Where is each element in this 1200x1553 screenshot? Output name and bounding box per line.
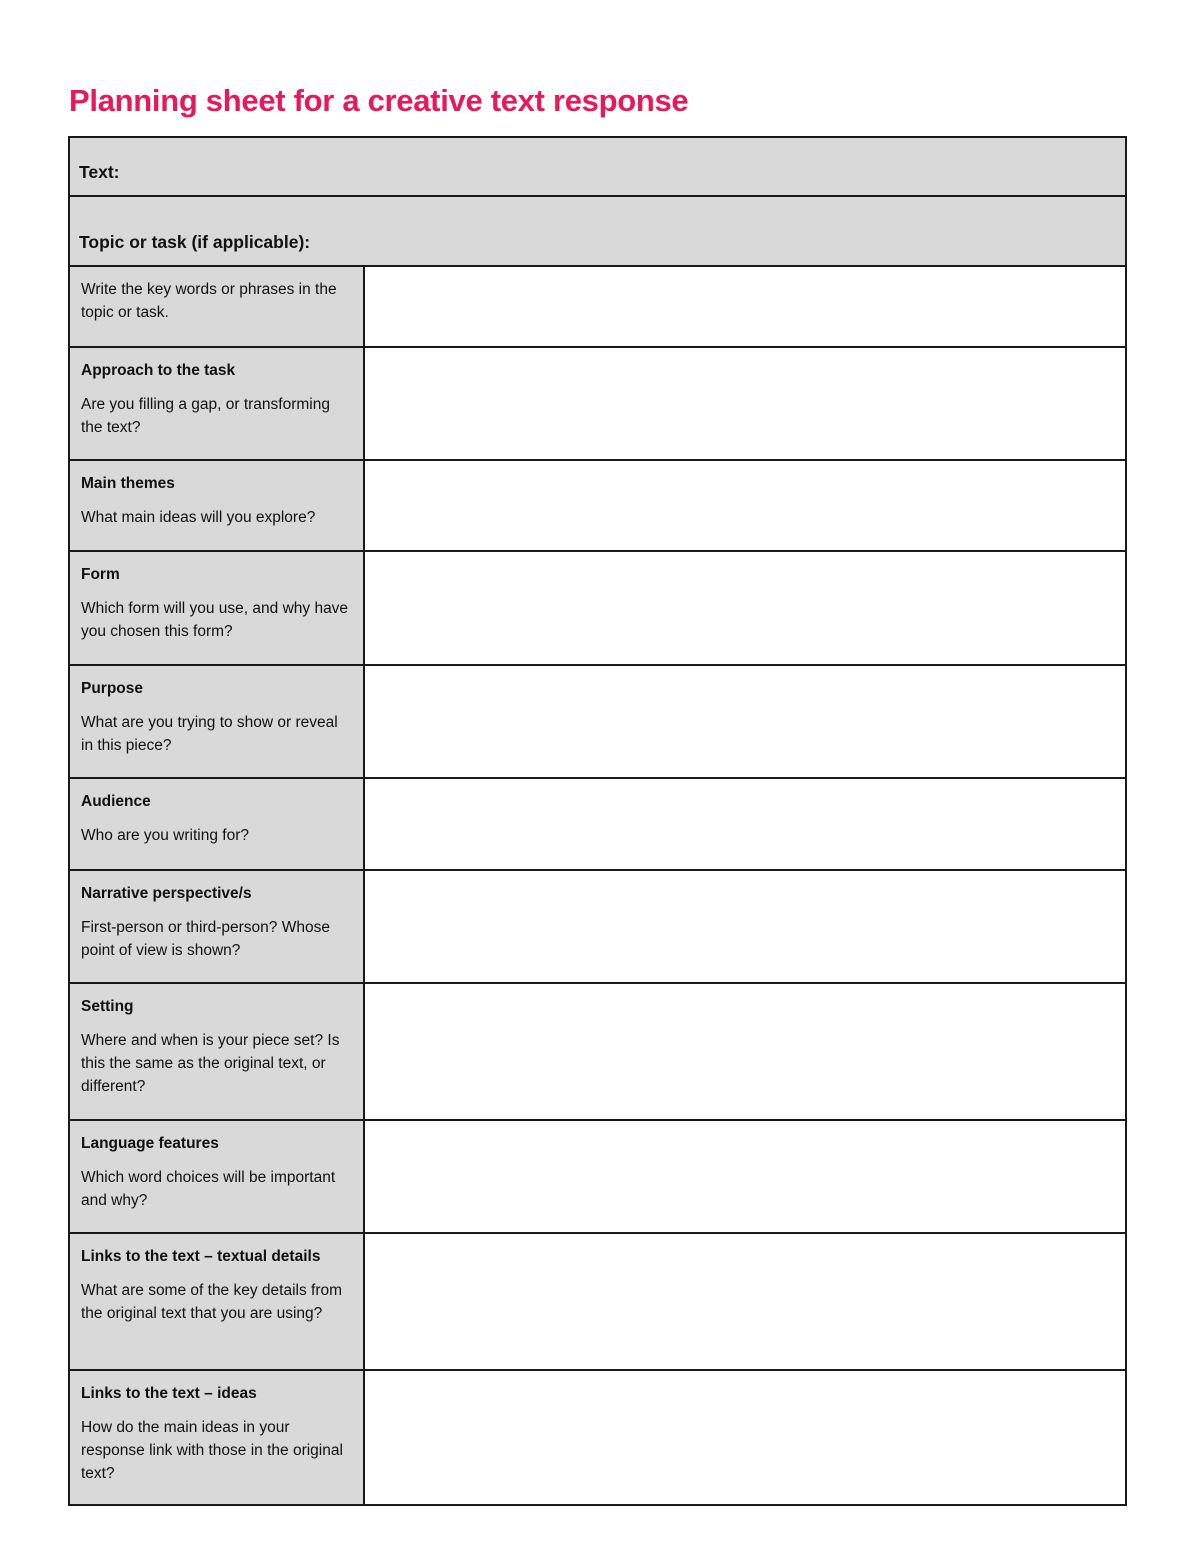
answer-cell-form[interactable] <box>365 552 1125 664</box>
row-heading: Narrative perspective/s <box>81 885 252 902</box>
answer-cell-language-features[interactable] <box>365 1121 1125 1232</box>
answer-cell-narrative-perspective[interactable] <box>365 871 1125 982</box>
row-label <box>70 552 365 664</box>
row-prompt: Who are you writing for? <box>81 827 249 844</box>
row-key-words <box>70 267 1125 348</box>
row-form <box>70 552 1125 666</box>
answer-cell-key-words[interactable] <box>365 267 1125 346</box>
row-textual-details <box>70 1234 1125 1371</box>
row-heading: Language features <box>81 1135 219 1152</box>
row-label <box>70 461 365 550</box>
row-heading: Links to the text – ideas <box>81 1385 257 1402</box>
row-heading: Main themes <box>81 475 175 492</box>
row-label <box>70 666 365 777</box>
row-label <box>70 984 365 1119</box>
row-label <box>70 1121 365 1232</box>
row-setting <box>70 984 1125 1121</box>
answer-cell-purpose[interactable] <box>365 666 1125 777</box>
row-prompt: What main ideas will you explore? <box>81 509 316 526</box>
row-label <box>70 1234 365 1369</box>
page-title: Planning sheet for a creative text response <box>69 83 689 118</box>
row-narrative-perspective <box>70 871 1125 984</box>
row-purpose <box>70 666 1125 779</box>
row-language-features <box>70 1121 1125 1234</box>
row-prompt: Where and when is your piece set? Is this the same as the original text, or different? <box>81 1032 340 1095</box>
row-audience <box>70 779 1125 871</box>
row-prompt: Which form will you use, and why have you chosen this form? <box>81 600 349 640</box>
row-prompt: Which word choices will be important and why? <box>81 1169 336 1209</box>
topic-field-row[interactable] <box>70 197 1125 267</box>
row-label <box>70 871 365 982</box>
answer-cell-approach[interactable] <box>365 348 1125 459</box>
answer-cell-audience[interactable] <box>365 779 1125 869</box>
row-approach <box>70 348 1125 461</box>
row-heading: Setting <box>81 998 134 1015</box>
row-prompt: Write the key words or phrases in the topic or task. <box>81 281 337 321</box>
text-field-row[interactable] <box>70 138 1125 197</box>
row-label <box>70 779 365 869</box>
row-heading: Links to the text – textual details <box>81 1248 321 1265</box>
row-ideas <box>70 1371 1125 1504</box>
answer-cell-ideas[interactable] <box>365 1371 1125 1504</box>
row-heading: Audience <box>81 793 151 810</box>
row-main-themes <box>70 461 1125 552</box>
row-prompt: What are you trying to show or reveal in this piece? <box>81 714 338 754</box>
topic-field-label: Topic or task (if applicable): <box>79 232 311 252</box>
row-label <box>70 348 365 459</box>
row-label <box>70 1371 365 1504</box>
row-prompt: How do the main ideas in your response link with those in the original text? <box>81 1419 343 1482</box>
row-label <box>70 267 365 346</box>
row-prompt: What are some of the key details from the original text that you are using? <box>81 1282 343 1322</box>
planning-table <box>68 136 1127 1506</box>
row-heading: Purpose <box>81 680 144 697</box>
text-field-label: Text: <box>79 162 120 182</box>
answer-cell-textual-details[interactable] <box>365 1234 1125 1369</box>
row-heading: Approach to the task <box>81 362 236 379</box>
row-prompt: Are you filling a gap, or transforming the text? <box>81 396 330 436</box>
answer-cell-main-themes[interactable] <box>365 461 1125 550</box>
row-heading: Form <box>81 566 120 583</box>
row-prompt: First-person or third-person? Whose point of view is shown? <box>81 919 330 959</box>
answer-cell-setting[interactable] <box>365 984 1125 1119</box>
